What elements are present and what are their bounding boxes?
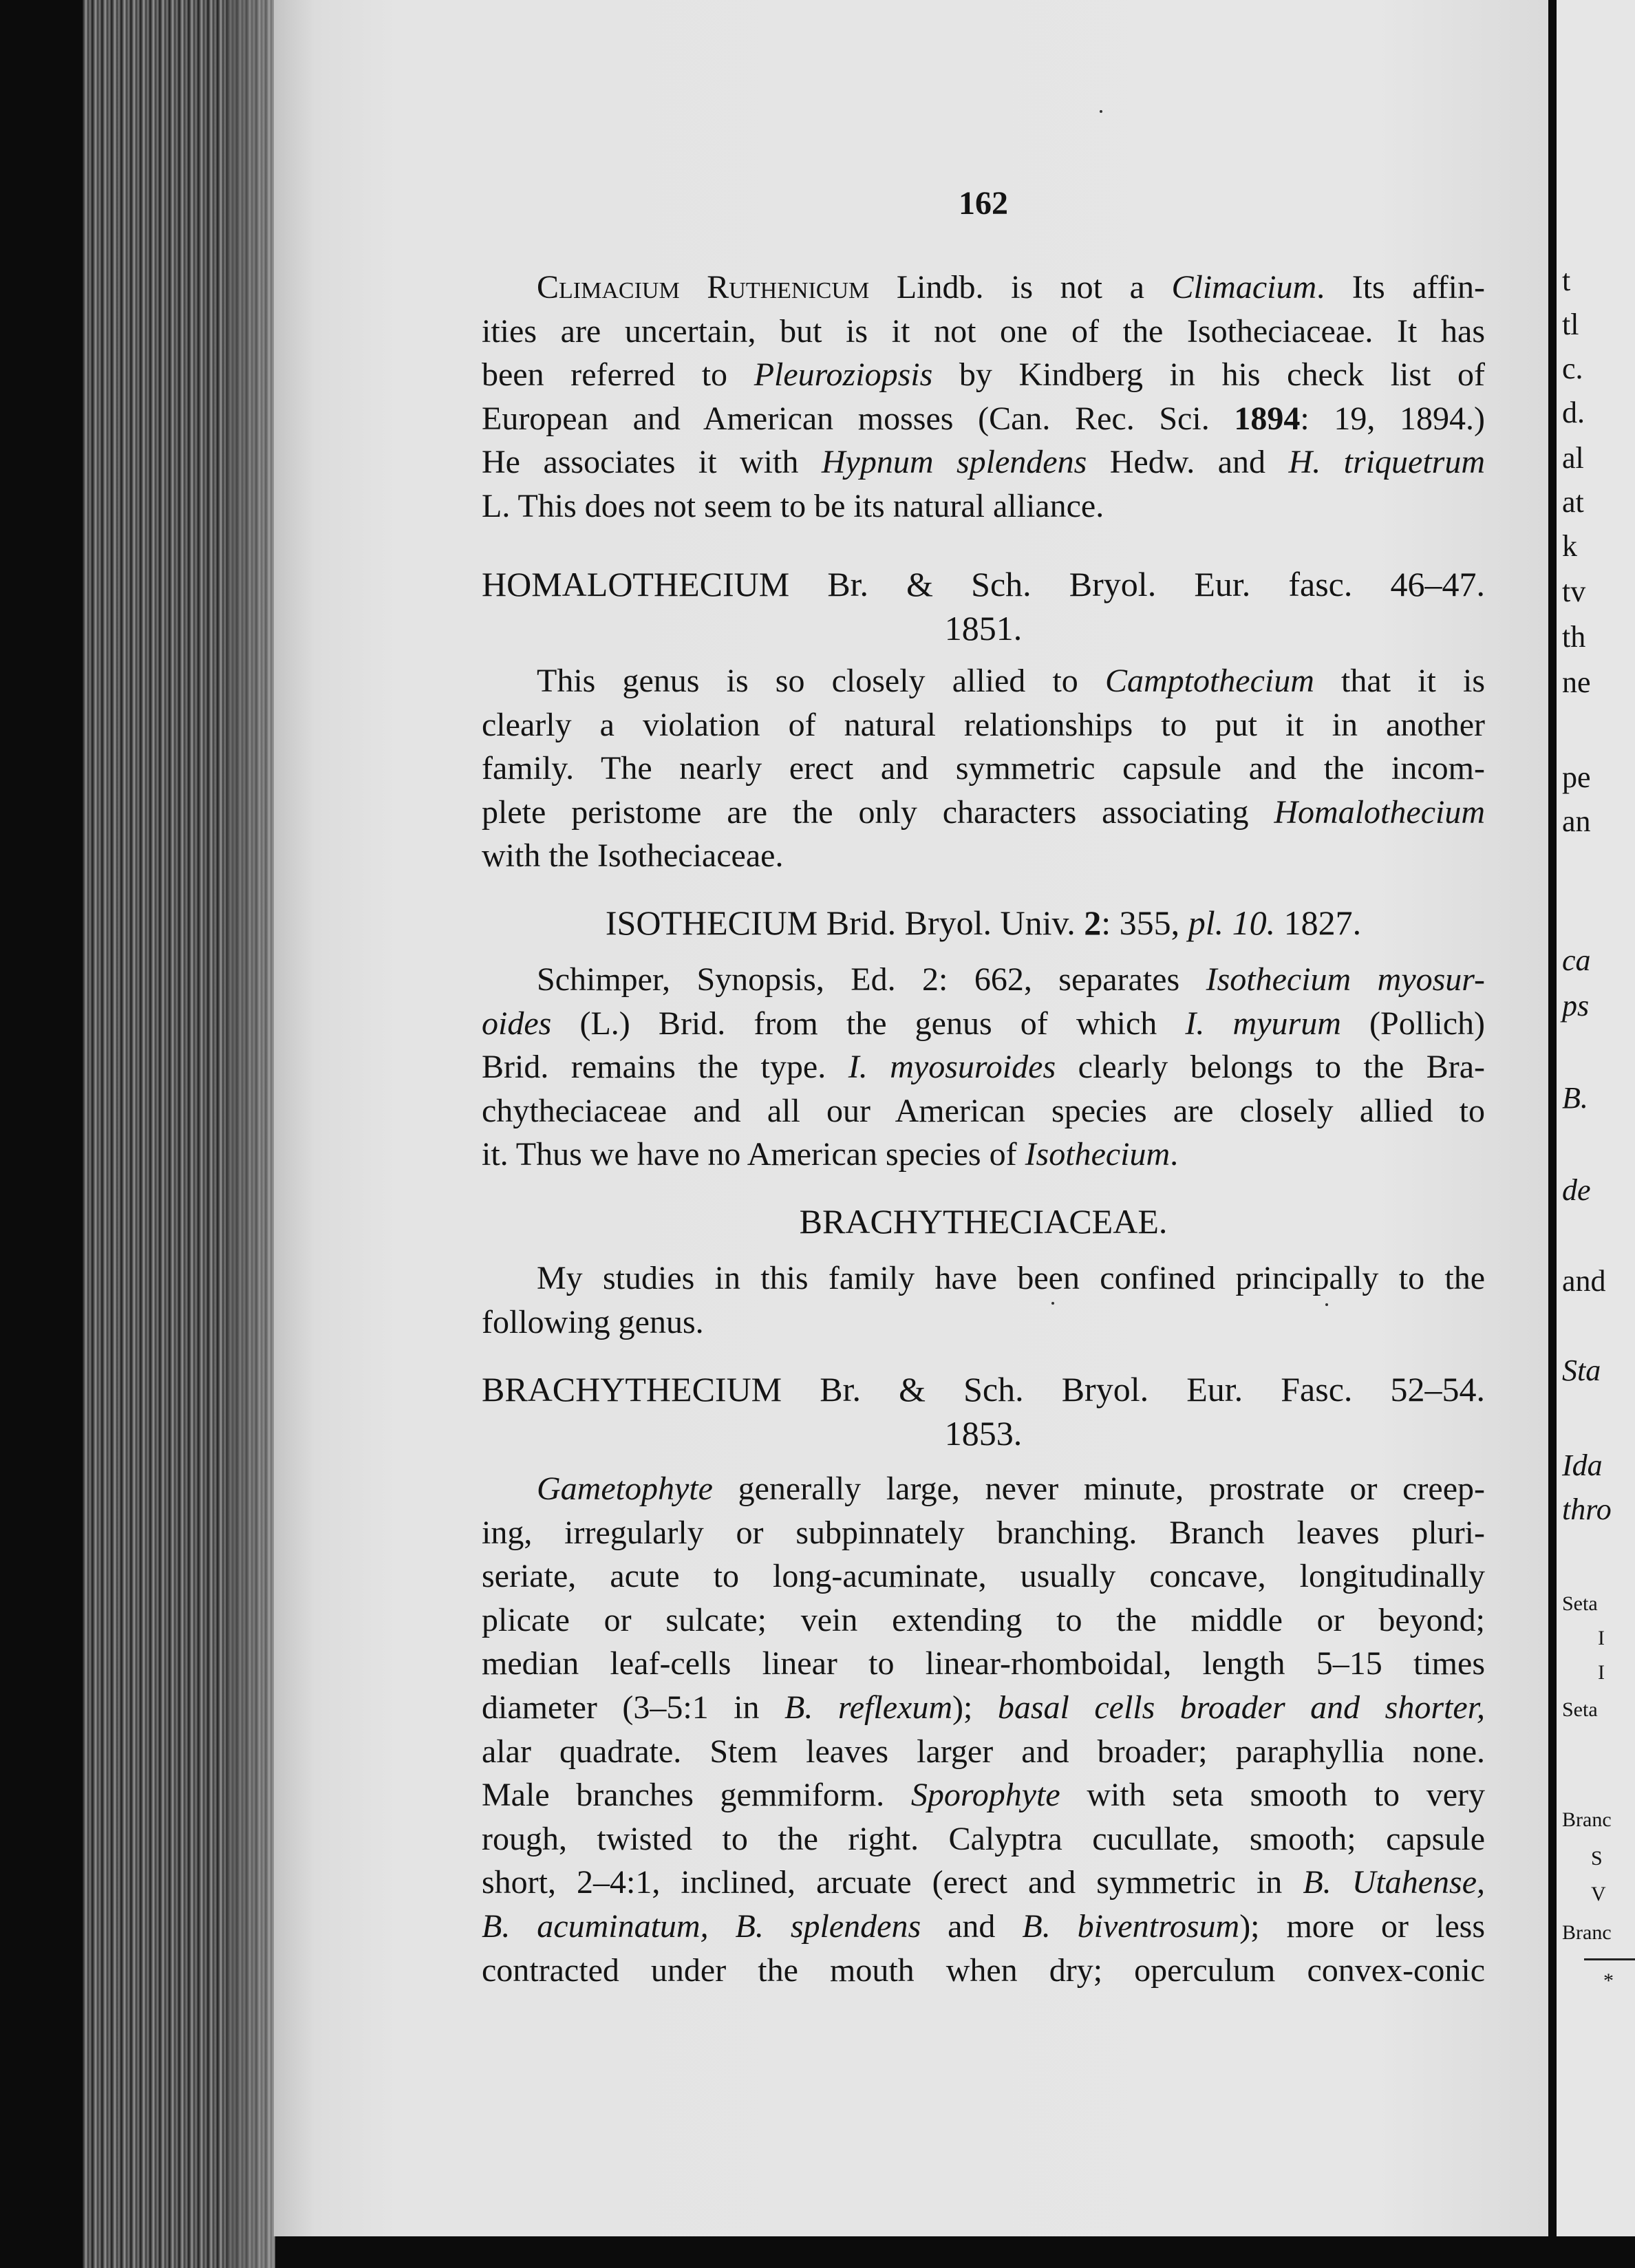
heading-brachythecium [482,1368,1485,1455]
text: rough, twisted to the right. Calyptra cucullate, smooth; capsule [482,1820,1485,1857]
text: plete peristome are the only characters associating [482,793,1274,831]
fragment: al [1562,441,1584,475]
text-line [482,440,1485,484]
text-line [482,484,1485,528]
taxon-name: H. triquetrum [1288,444,1486,481]
text: diameter (3–5:1 in [482,1689,785,1726]
text: ); [952,1689,973,1726]
text: Lindb. is not a [869,269,1172,306]
fragment: de [1562,1173,1591,1207]
text-line [482,397,1485,441]
text-line [482,1089,1485,1133]
taxon-name: Homalothecium [1274,793,1485,831]
paragraph-family-intro [482,1256,1485,1344]
text: : 355, [1101,903,1188,942]
taxon-name: B. Utahense, [1303,1864,1485,1901]
speck [1100,110,1102,113]
text: clearly belongs to the Bra- [1056,1049,1486,1086]
heading-homalothecium [482,563,1485,650]
text: plicate or sulcate; vein extending to the middle or beyond; [482,1601,1485,1638]
fragment: tl [1562,308,1579,341]
taxon-name: Climacium Ruthenicum [537,269,870,306]
text: ities are uncertain, but is it not one of the Isotheciaceae. It has [482,312,1485,350]
taxon-name: I. myurum [1185,1005,1341,1042]
text: that it is [1314,663,1485,699]
facing-page-fragment [1557,0,1635,2236]
text: it. Thus we have no American species of [482,1136,1025,1173]
text-line [482,353,1485,397]
term: Gametophyte [537,1470,713,1507]
text-line [482,958,1485,1002]
paragraph-climacium [482,266,1485,528]
fragment: pe [1562,760,1591,794]
text: ); more or less [1239,1907,1486,1945]
text: short, 2–4:1, inclined, arcuate (erect and symmetric in [482,1864,1303,1901]
text: with the Isotheciaceae. [482,837,784,875]
text: . Its affin- [1316,269,1486,306]
text: He associates it with [482,444,822,481]
text-line [482,834,1485,878]
plate-ref: pl. 10. [1188,903,1276,942]
fragment: Sta [1562,1354,1601,1387]
volume-number: 2 [1084,903,1102,942]
paragraph-homalothecium [482,659,1485,878]
heading-year: 1851. [944,608,1023,648]
text-line [482,1045,1485,1089]
text-line [482,1598,1485,1643]
paragraph-isothecium [482,958,1485,1177]
text-line [482,266,1485,310]
fragment: ca [1562,943,1591,977]
taxon-name: B. biventrosum [1022,1907,1240,1945]
page-number: 162 [959,185,1008,222]
text: Brid. remains the type. [482,1049,848,1086]
taxon-name: Climacium [1171,269,1317,306]
heading-isothecium [482,901,1485,945]
heading-line: BRACHYTHECIUM Br. & Sch. Bryol. Eur. Fasc. 52–54. [482,1370,1485,1409]
fragment: Branc [1562,1921,1612,1944]
text: median leaf-cells linear to linear-rhomboidal, length 5–15 times [482,1645,1485,1682]
taxon-name: Hypnum splendens [821,444,1087,481]
text: and [921,1907,1023,1945]
text-line [482,1511,1485,1555]
text-line [482,1730,1485,1774]
text-line [482,1905,1485,1949]
text-line [482,1817,1485,1861]
fragment: th [1562,620,1586,654]
text-line [482,1773,1485,1817]
text: clearly a violation of natural relationships to put it in another [482,706,1485,743]
fragment: S [1591,1847,1603,1870]
heading-line: HOMALOTHECIUM Br. & Sch. Bryol. Eur. fasc. 46–47. [482,565,1485,603]
heading-year: 1853. [944,1413,1023,1453]
taxon-name: Isothecium [1025,1136,1171,1173]
text: alar quadrate. Stem leaves larger and broader; paraphyllia none. [482,1733,1485,1770]
text-line [482,659,1485,703]
text: Male branches gemmiform. [482,1777,911,1814]
text: chytheciaceae and all our American species are closely allied to [482,1092,1485,1129]
text: (Pollich) [1340,1005,1486,1042]
paragraph-brachythecium [482,1467,1485,1992]
text: : 19, 1894.) [1300,400,1485,437]
text-line [482,310,1485,354]
footnote-rule [1584,1958,1635,1960]
text: 1827. [1275,903,1362,942]
text-line [482,1861,1485,1905]
text: . [1170,1136,1179,1173]
taxon-name: Camptothecium [1104,663,1314,699]
text: following genus. [482,1303,704,1340]
fragment: V [1591,1883,1606,1905]
text-line [482,703,1485,747]
text: L. This does not seem to be its natural alliance. [482,487,1104,524]
text-line [482,1467,1485,1511]
text: My studies in this family have been confined principally to the [537,1260,1485,1296]
fragment: c. [1562,352,1583,385]
family-heading: BRACHYTHECIACEAE. [799,1202,1168,1241]
text-line [482,1686,1485,1730]
fragment: Seta [1562,1592,1598,1615]
taxon-name: I. myosuroides [848,1049,1056,1086]
fragment: B. [1562,1081,1588,1115]
text-line [482,1949,1485,1993]
fragment: I [1598,1661,1605,1684]
text: (L.) Brid. from the genus of which [551,1005,1186,1042]
text-line [482,747,1485,791]
taxon-name: Isothecium myosur- [1206,961,1486,998]
heading-brachytheciaceae [482,1200,1485,1244]
text: Schimper, Synopsis, Ed. 2: 662, separates [537,961,1206,998]
text: seriate, acute to long-acuminate, usually concave, longitudinally [482,1558,1485,1595]
fragment: ne [1562,665,1591,699]
fragment: and [1562,1264,1606,1298]
page-edges [83,0,275,2268]
fragment: at [1562,485,1584,519]
fragment: Branc [1562,1808,1612,1831]
text-line [482,1642,1485,1686]
text-line [482,1256,1485,1301]
fragment: k [1562,529,1577,563]
volume-number: 1894 [1234,400,1301,437]
fragment: I [1598,1627,1605,1649]
text: basal cells broader and shorter, [972,1689,1486,1726]
text-line [482,1002,1485,1046]
text: by Kindberg in his check list of [932,356,1486,394]
text-line [482,791,1485,835]
text: This genus is so closely allied to [537,663,1105,699]
fragment: t [1562,264,1571,297]
text-line [482,1133,1485,1177]
fragment: d. [1562,396,1585,429]
fragment: tv [1562,575,1586,608]
taxon-name: B. reflexum [784,1689,953,1726]
text: family. The nearly erect and symmetric capsule and the incom- [482,750,1485,787]
taxon-name: B. acuminatum, B. splendens [482,1907,921,1945]
heading-line [482,901,1485,945]
taxon-name: Pleuroziopsis [754,356,933,394]
fragment: Seta [1562,1698,1598,1721]
text: contracted under the mouth when dry; operculum convex-conic [482,1951,1485,1989]
fragment: thro [1562,1493,1612,1526]
text: generally large, never minute, prostrate or creep- [712,1470,1485,1507]
fragment: Ida [1562,1448,1603,1482]
text: European and American mosses (Can. Rec. Sci. [482,400,1235,437]
fragment: an [1562,804,1591,838]
text: ing, irregularly or subpinnately branching. Branch leaves pluri- [482,1514,1485,1551]
text: ISOTHECIUM Brid. Bryol. Univ. [605,903,1084,942]
fragment: * [1603,1969,1614,1992]
text-line [482,1554,1485,1598]
text: with seta smooth to very [1060,1777,1485,1814]
taxon-name: oides [482,1005,552,1042]
text: been referred to [482,356,754,394]
fragment: ps [1562,989,1590,1023]
term: Sporophyte [910,1777,1060,1814]
text-line [482,1301,1485,1345]
text: Hedw. and [1087,444,1289,481]
